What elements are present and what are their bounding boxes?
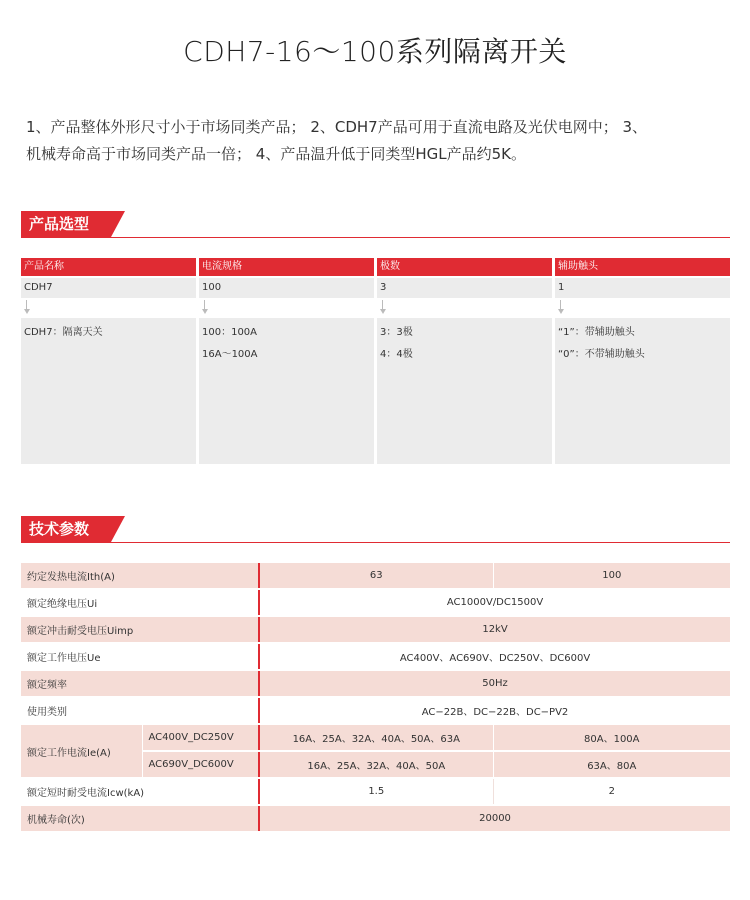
- detail-item: 16A～100A: [202, 349, 258, 360]
- param-label: 额定频率: [21, 670, 259, 697]
- detail-item: 100：100A: [202, 327, 258, 338]
- selection-heading: 产品选型: [21, 211, 111, 237]
- param-value: 12kV: [259, 616, 730, 643]
- selection-detail-current: [199, 318, 374, 464]
- param-value: AC400V、AC690V、DC250V、DC600V: [259, 643, 730, 670]
- selection-code-current: 100: [199, 278, 374, 298]
- selection-code-aux: 1: [555, 278, 730, 298]
- intro-line-2: 机械寿命高于市场同类产品一倍； 4、产品温升低于同类型HGL产品约5K。: [26, 145, 526, 163]
- selection-detail-aux: [555, 318, 730, 464]
- tech-section-header: [21, 516, 730, 543]
- param-label: 额定绝缘电压Ui: [21, 589, 259, 616]
- selection-header-poles: 极数: [377, 258, 552, 276]
- detail-item: CDH7：隔离天关: [24, 327, 103, 338]
- detail-item: 4：4极: [380, 349, 413, 360]
- selection-header-name: 产品名称: [21, 258, 196, 276]
- param-label: 机械寿命(次): [21, 805, 259, 832]
- param-value: AC−22B、DC−22B、DC−PV2: [259, 697, 730, 724]
- down-arrow-icon: [558, 300, 564, 316]
- selection-header-aux: 辅助触头: [555, 258, 730, 276]
- param-label: 额定短时耐受电流Icw(kA): [21, 778, 259, 805]
- table-row: [21, 805, 730, 832]
- table-row: [21, 643, 730, 670]
- param-label: 约定发热电流Ith(A): [21, 563, 259, 589]
- selection-section-header: [21, 211, 730, 238]
- table-row: [21, 616, 730, 643]
- param-value: 20000: [259, 805, 730, 832]
- intro-line-1: 1、产品整体外形尺寸小于市场同类产品； 2、CDH7产品可用于直流电路及光伏电网中； 3、: [26, 118, 648, 136]
- param-value: 16A、25A、32A、40A、50A: [259, 751, 493, 778]
- detail-item: “0”：不带辅助触头: [558, 349, 645, 360]
- table-row: [21, 697, 730, 724]
- param-value: 16A、25A、32A、40A、50A、63A: [259, 724, 493, 751]
- param-label: 额定冲击耐受电压Uimp: [21, 616, 259, 643]
- selection-detail-name: [21, 318, 196, 464]
- down-arrow-icon: [24, 300, 30, 316]
- param-value: 63A、80A: [493, 751, 730, 778]
- selection-header-current: 电流规格: [199, 258, 374, 276]
- param-value: 1.5: [259, 778, 493, 805]
- table-row: [21, 589, 730, 616]
- param-label: 额定工作电压Ue: [21, 643, 259, 670]
- param-value: 2: [493, 778, 730, 805]
- param-sublabel: AC690V_DC600V: [142, 751, 259, 778]
- param-value: 50Hz: [259, 670, 730, 697]
- param-value: 80A、100A: [493, 724, 730, 751]
- table-row: [21, 778, 730, 805]
- detail-item: “1”：带辅助触头: [558, 327, 635, 338]
- tech-params-table: [21, 563, 730, 833]
- param-sublabel: AC400V_DC250V: [142, 724, 259, 751]
- param-label: 使用类别: [21, 697, 259, 724]
- intro-text: [26, 114, 736, 168]
- selection-code-name: CDH7: [21, 278, 196, 298]
- selection-code-poles: 3: [377, 278, 552, 298]
- page-title: CDH7-16～100系列隔离开关: [183, 35, 567, 68]
- detail-item: 3：3极: [380, 327, 413, 338]
- param-value: AC1000V/DC1500V: [259, 589, 730, 616]
- down-arrow-icon: [380, 300, 386, 316]
- table-row: [21, 724, 730, 751]
- param-value: 63: [259, 563, 493, 589]
- param-label: 额定工作电流Ie(A): [21, 724, 142, 778]
- down-arrow-icon: [202, 300, 208, 316]
- selection-detail-poles: [377, 318, 552, 464]
- table-row: [21, 563, 730, 589]
- table-row: [21, 670, 730, 697]
- tech-heading: 技术参数: [21, 516, 111, 542]
- param-value: 100: [493, 563, 730, 589]
